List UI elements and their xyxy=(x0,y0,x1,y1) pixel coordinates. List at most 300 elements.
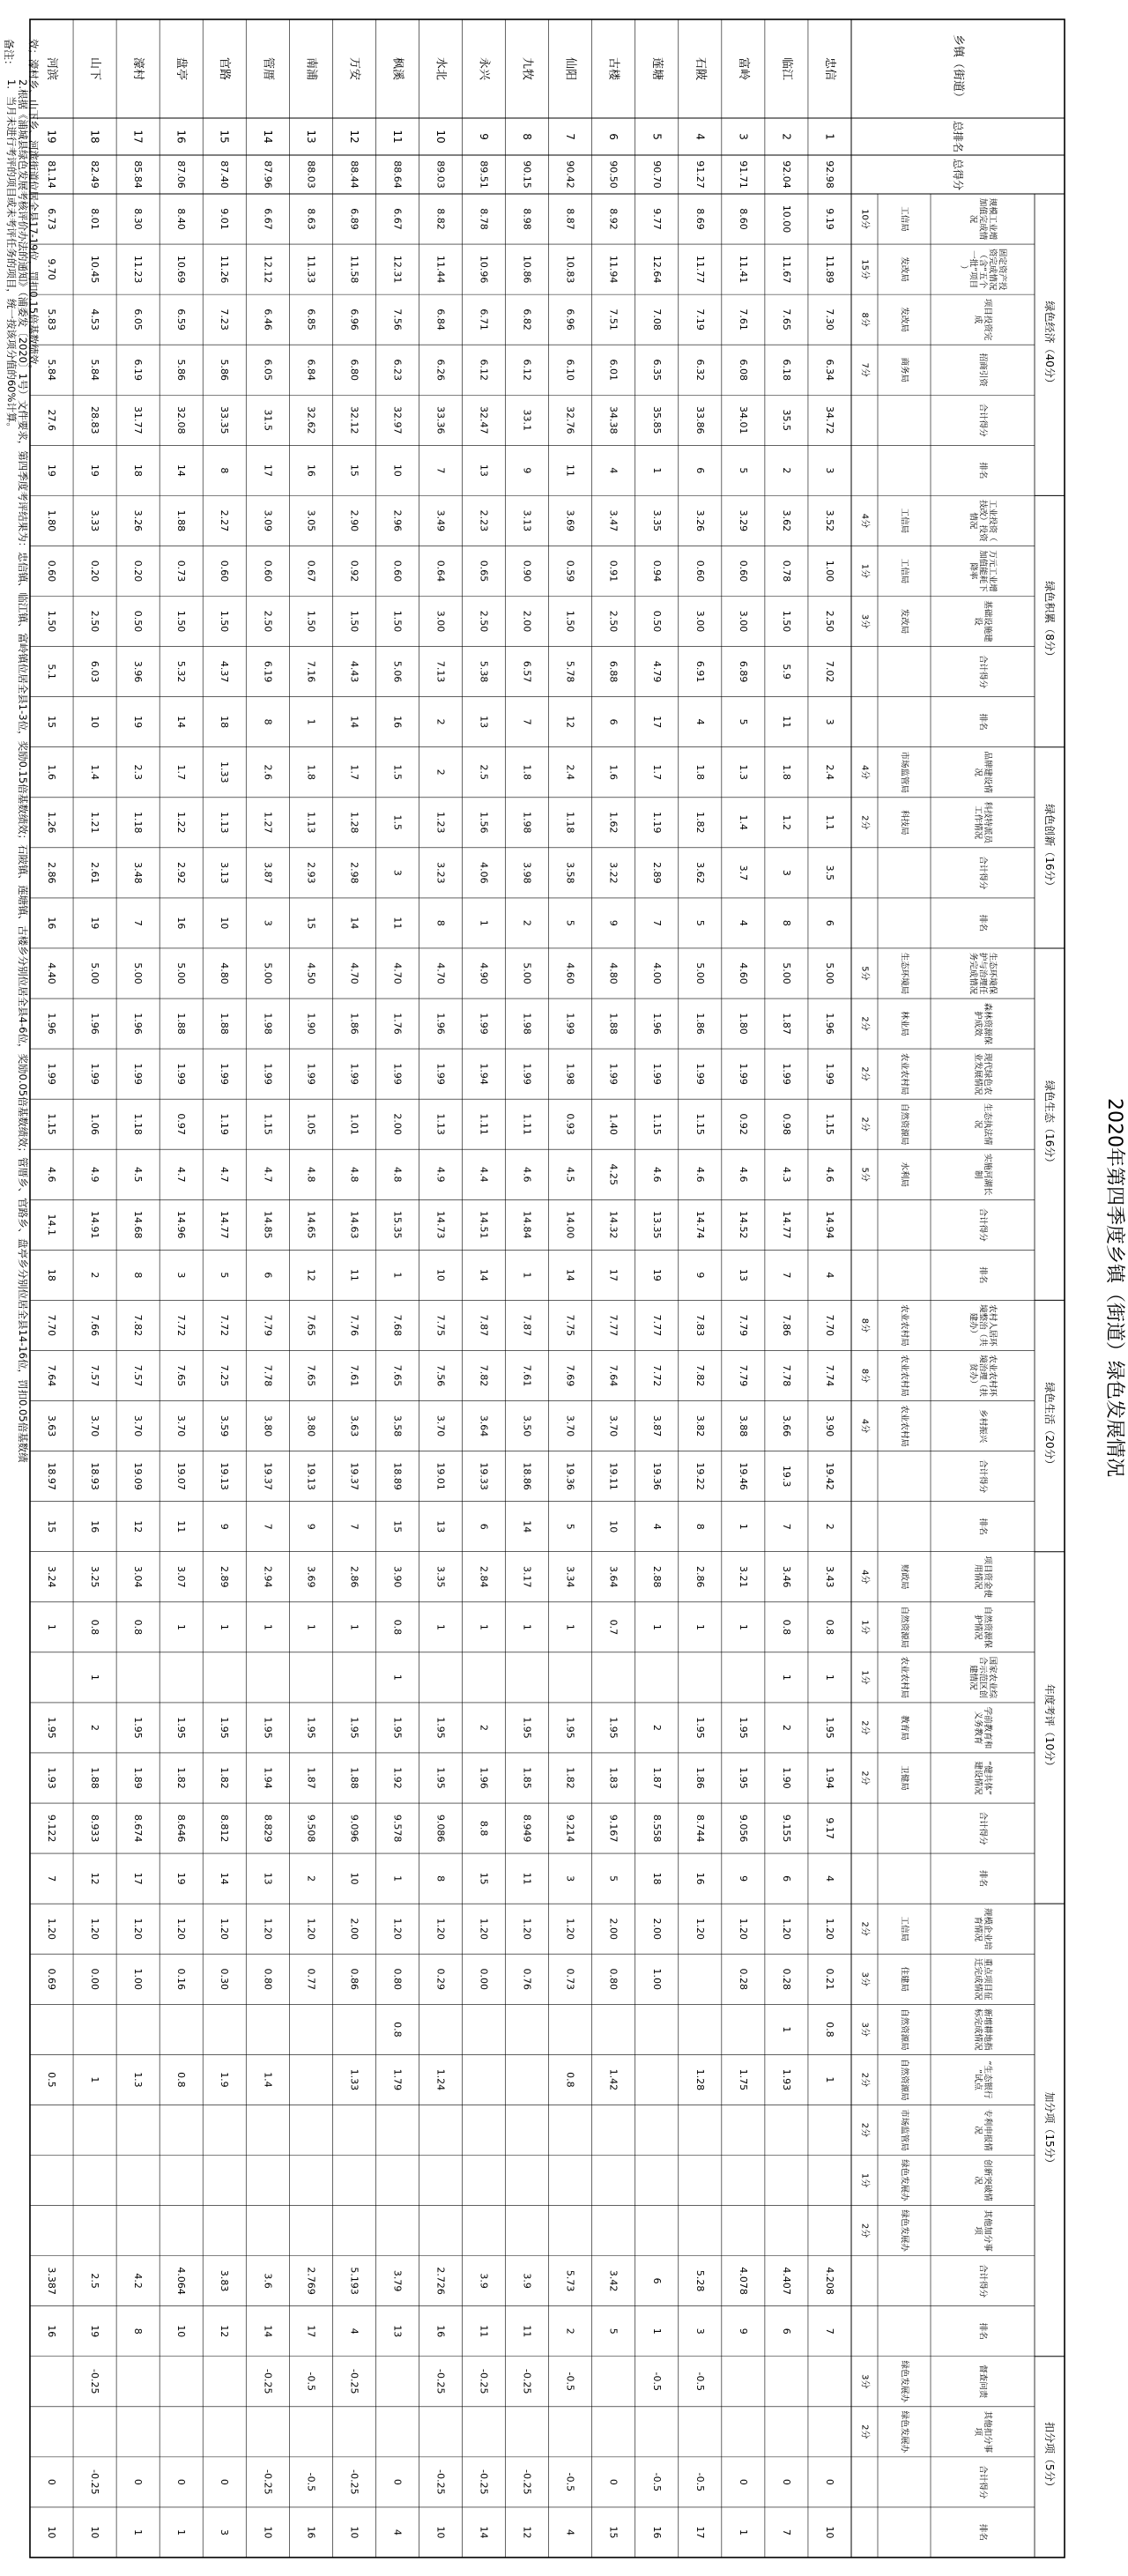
table-cell: 19.36 xyxy=(564,1462,576,1490)
group-header-accumulate: 绿色积累（8分） xyxy=(1043,581,1056,662)
table-cell: 7.65 xyxy=(305,1314,317,1337)
table-cell: 3.80 xyxy=(262,1414,274,1437)
table-cell: 0.73 xyxy=(175,560,188,583)
table-cell: 7.76 xyxy=(348,1314,360,1337)
table-cell: 4.90 xyxy=(478,962,490,984)
table-cell: 8.30 xyxy=(132,208,145,230)
item-header: 况 xyxy=(973,768,983,776)
table-cell: 14.32 xyxy=(607,1211,620,1239)
dept-header: 自然资源局 xyxy=(899,1102,909,1146)
table-cell: 19 xyxy=(650,1268,663,1281)
table-cell: 7.77 xyxy=(607,1314,620,1337)
item-header: 项目资金使 xyxy=(982,1555,992,1599)
table-cell: 3.05 xyxy=(305,509,317,532)
table-cell: 1.20 xyxy=(780,1918,792,1940)
item-header: 其他扣分事 xyxy=(982,2410,992,2454)
table-cell: 6 xyxy=(780,2327,792,2335)
table-cell: 1 xyxy=(391,1674,404,1681)
table-cell: 0.67 xyxy=(305,560,317,583)
table-cell: 5 xyxy=(694,919,706,926)
dept-header: 农业农村局 xyxy=(899,1405,909,1447)
dept-header: 自然资源局 xyxy=(899,1606,909,1649)
table-cell: 9.056 xyxy=(737,1814,749,1843)
table-cell: 4 xyxy=(823,1272,835,1279)
table-cell: 3.22 xyxy=(607,862,620,884)
table-cell: 4.6 xyxy=(521,1166,533,1183)
table-cell: 1.95 xyxy=(175,1717,188,1739)
table-cell: 19.09 xyxy=(132,1462,145,1490)
table-cell: 16 xyxy=(305,2526,317,2539)
table-cell: 1.99 xyxy=(132,1063,145,1085)
item-header: 加值能耗下 xyxy=(977,550,988,592)
table-cell: 10 xyxy=(391,464,404,477)
table-cell: 9.155 xyxy=(780,1814,792,1843)
table-cell: 0.77 xyxy=(305,1968,317,1991)
table-cell: 19 xyxy=(89,917,101,930)
table-cell: 5.32 xyxy=(175,660,188,683)
table-cell: 2 xyxy=(434,718,447,725)
table-cell: 3.59 xyxy=(219,1414,231,1437)
table-cell: 3.62 xyxy=(780,509,792,532)
table-cell: 4.53 xyxy=(89,308,101,330)
table-cell: 16 xyxy=(391,716,404,729)
table-cell: 0.59 xyxy=(564,560,576,583)
row-rank: 18 xyxy=(88,130,101,144)
table-cell: 1.42 xyxy=(607,2068,620,2091)
group-header-life: 绿色生活（20分） xyxy=(1043,1382,1056,1470)
table-cell: 11 xyxy=(521,2325,533,2338)
table-cell: 7 xyxy=(521,718,533,725)
table-cell: 5.84 xyxy=(89,359,101,381)
table-cell: 7 xyxy=(780,1523,792,1530)
table-cell: 3.63 xyxy=(46,1414,58,1437)
table-cell: 8.82 xyxy=(434,208,447,230)
item-header: 生态执法情 xyxy=(982,1102,992,1146)
item-header: 项 xyxy=(973,2427,983,2437)
item-header: 排名 xyxy=(977,1870,988,1888)
table-cell: 1.50 xyxy=(564,610,576,633)
item-header: 招商引资 xyxy=(977,353,988,387)
table-cell: 2.86 xyxy=(348,1566,360,1588)
row-rank: 5 xyxy=(650,133,664,140)
table-cell: 3.7 xyxy=(737,865,749,881)
table-cell: 1 xyxy=(391,1875,404,1882)
table-cell: 4 xyxy=(650,1523,663,1530)
table-cell: 2 xyxy=(780,467,792,474)
table-cell: 3.9 xyxy=(478,2273,490,2289)
table-cell: 19.46 xyxy=(737,1462,749,1490)
points-header: 5分 xyxy=(859,1167,870,1182)
table-cell: 7.70 xyxy=(823,1314,835,1337)
table-cell: 32.76 xyxy=(564,406,576,434)
table-cell: 0 xyxy=(607,2478,620,2485)
table-cell: 9 xyxy=(607,919,620,926)
table-cell: 10 xyxy=(348,2526,360,2539)
table-cell: 4.064 xyxy=(175,2267,188,2295)
table-cell: 0.28 xyxy=(737,1968,749,1991)
dept-header: 发改局 xyxy=(899,307,909,332)
row-total-score: 91.71 xyxy=(737,160,749,189)
table-cell: 3 xyxy=(262,919,274,926)
table-cell: 1.99 xyxy=(434,1063,447,1085)
table-cell: 1.2 xyxy=(780,814,792,831)
row-rank: 9 xyxy=(478,133,491,140)
table-cell: 7.69 xyxy=(564,1364,576,1387)
table-cell: 33.1 xyxy=(521,409,533,432)
table-cell: 1 xyxy=(694,1623,706,1630)
points-header: 4分 xyxy=(859,765,870,780)
table-cell: 1.99 xyxy=(348,1063,360,1085)
table-cell: 3.387 xyxy=(46,2267,58,2295)
table-cell: -0.25 xyxy=(478,2369,490,2394)
table-cell: 1.15 xyxy=(694,1113,706,1135)
table-cell: -0.25 xyxy=(348,2469,360,2495)
table-cell: 2.88 xyxy=(650,1566,663,1588)
table-cell: 1.99 xyxy=(823,1063,835,1085)
table-cell: 7.78 xyxy=(780,1364,792,1387)
table-cell: 1.22 xyxy=(175,812,188,834)
item-header: 技改）投资 xyxy=(977,500,988,542)
table-cell: 1.99 xyxy=(305,1063,317,1085)
table-cell: 0.60 xyxy=(391,560,404,583)
table-cell: 8.812 xyxy=(219,1814,231,1843)
table-cell: 4.8 xyxy=(348,1166,360,1183)
table-cell: 7.30 xyxy=(823,308,835,330)
table-cell: 1.99 xyxy=(694,1063,706,1085)
table-cell: 19.01 xyxy=(434,1462,447,1490)
table-cell: 0.60 xyxy=(737,560,749,583)
table-cell: 10.83 xyxy=(564,255,576,284)
table-cell: 18 xyxy=(46,1268,58,1281)
table-cell: 15 xyxy=(46,1520,58,1533)
table-cell: 14.74 xyxy=(694,1211,706,1239)
table-cell: 7 xyxy=(780,1272,792,1279)
table-cell: 4.70 xyxy=(348,962,360,984)
table-cell: 6.89 xyxy=(348,208,360,230)
table-cell: 7.23 xyxy=(219,308,231,330)
table-cell: 14 xyxy=(564,1268,576,1281)
table-cell: 0.00 xyxy=(89,1968,101,1991)
table-cell: 4.7 xyxy=(262,1166,274,1183)
table-cell: -0.25 xyxy=(521,2369,533,2394)
item-header: 自然资源保 xyxy=(982,1606,992,1649)
table-cell: 0.76 xyxy=(521,1968,533,1991)
table-cell: 1.28 xyxy=(348,812,360,834)
table-cell: 1.88 xyxy=(219,1013,231,1035)
table-cell: 2 xyxy=(478,1724,490,1731)
table-cell: -0.5 xyxy=(305,2472,317,2492)
table-cell: 1.18 xyxy=(564,812,576,834)
table-cell: 7 xyxy=(132,919,145,926)
points-header: 2分 xyxy=(859,2223,870,2238)
table-cell: 3.6 xyxy=(262,2273,274,2289)
table-cell: 1 xyxy=(46,1623,58,1630)
table-cell: 11.89 xyxy=(823,255,835,284)
table-cell: 15 xyxy=(46,716,58,729)
table-cell: 1.75 xyxy=(737,2068,749,2091)
table-cell: 4 xyxy=(607,467,620,474)
item-header: 业发展情况 xyxy=(973,1052,983,1095)
table-cell: 6.88 xyxy=(607,660,620,683)
table-cell: 1.96 xyxy=(46,1013,58,1035)
item-header: 基础设施建 xyxy=(982,600,992,642)
item-header: 制 xyxy=(973,1169,983,1179)
table-cell: -0.25 xyxy=(478,2469,490,2495)
points-header: 8分 xyxy=(859,1368,870,1384)
points-header: 3分 xyxy=(859,2374,870,2389)
table-cell: 1.88 xyxy=(607,1013,620,1035)
table-cell: 1.20 xyxy=(391,1918,404,1940)
table-cell: 3.07 xyxy=(175,1566,188,1588)
table-cell: 14 xyxy=(348,716,360,729)
table-cell: 1.80 xyxy=(737,1013,749,1035)
table-cell: 4.5 xyxy=(564,1166,576,1183)
table-cell: 0.00 xyxy=(478,1968,490,1991)
table-cell: 0 xyxy=(391,2478,404,2485)
table-cell: 1.33 xyxy=(348,2068,360,2091)
table-cell: 6.34 xyxy=(823,359,835,381)
table-cell: 3.17 xyxy=(521,1566,533,1588)
item-header: 合计得分 xyxy=(977,655,988,689)
item-header: 排名 xyxy=(977,1266,988,1284)
points-header: 2分 xyxy=(859,1066,870,1081)
table-cell: 1.85 xyxy=(521,1767,533,1789)
row-total-score: 82.49 xyxy=(89,160,101,189)
table-cell: 31.77 xyxy=(132,406,145,434)
item-header: 建设情况 xyxy=(973,1761,983,1795)
row-total-score: 81.14 xyxy=(46,160,58,189)
item-header: 规模企业培 xyxy=(982,1907,992,1950)
table-cell: 2.00 xyxy=(391,1113,404,1135)
table-cell: 32.47 xyxy=(478,406,490,434)
points-header: 5分 xyxy=(859,966,870,981)
table-cell: 4.40 xyxy=(46,962,58,984)
table-cell: 1.98 xyxy=(262,1013,274,1035)
table-cell: 1 xyxy=(132,2528,145,2535)
table-cell: 3.87 xyxy=(650,1414,663,1437)
table-cell: 10 xyxy=(219,917,231,930)
group-header-deduct: 扣分项（5分） xyxy=(1043,2422,1056,2492)
table-cell: 4.60 xyxy=(737,962,749,984)
header-town: 乡镇（街道） xyxy=(951,33,965,104)
row-total-score: 90.42 xyxy=(564,160,576,189)
item-header: 境治理（扶 xyxy=(977,1355,988,1397)
table-cell: 1 xyxy=(175,1623,188,1630)
table-cell: 4.8 xyxy=(391,1166,404,1183)
table-cell: 4.7 xyxy=(175,1166,188,1183)
table-cell: 1.99 xyxy=(521,1063,533,1085)
table-cell: 1.95 xyxy=(737,1767,749,1789)
table-cell: 9.086 xyxy=(434,1814,447,1843)
table-cell: 7.78 xyxy=(262,1364,274,1387)
row-rank: 8 xyxy=(521,133,534,140)
table-cell: 8.558 xyxy=(650,1814,663,1843)
table-cell: 0.20 xyxy=(132,560,145,583)
table-cell: 0 xyxy=(219,2478,231,2485)
table-cell: 0.73 xyxy=(564,1968,576,1991)
table-cell: 0.21 xyxy=(823,1968,835,1991)
table-cell: 1.95 xyxy=(132,1717,145,1739)
item-header: 贫办） xyxy=(968,1362,978,1389)
dept-header: 生态环境局 xyxy=(899,952,909,995)
table-cell: 16 xyxy=(46,2325,58,2338)
table-cell: 0.92 xyxy=(348,560,360,583)
notes-line-3: 效；濠村乡、山下乡、河滨街道位居全县17-19位，罚扣0.15倍基数绩效。 xyxy=(27,39,40,375)
table-cell: 1.50 xyxy=(780,610,792,633)
dept-header: 绿色发展办 xyxy=(899,2159,909,2201)
table-cell: 1 xyxy=(305,1623,317,1630)
table-cell: 7.13 xyxy=(434,660,447,683)
table-cell: 1.87 xyxy=(650,1767,663,1789)
table-cell: 13 xyxy=(737,1268,749,1281)
table-cell: 7.72 xyxy=(650,1364,663,1387)
table-cell: 7.79 xyxy=(262,1314,274,1337)
table-cell: 3.69 xyxy=(564,509,576,532)
table-cell: 3 xyxy=(219,2528,231,2535)
table-cell: 4.06 xyxy=(478,862,490,884)
item-header: 项目投资完 xyxy=(982,298,992,341)
table-cell: 17 xyxy=(607,1268,620,1281)
row-rank: 3 xyxy=(737,133,750,140)
table-cell: 8.98 xyxy=(521,208,533,230)
table-cell: 1 xyxy=(348,1623,360,1630)
points-header: 2分 xyxy=(859,1720,870,1735)
item-header: 重点项目征 xyxy=(982,1958,992,2001)
table-cell: -0.25 xyxy=(89,2469,101,2495)
points-header: 2分 xyxy=(859,1117,870,1132)
table-cell: 1.23 xyxy=(434,812,447,834)
table-cell: 1 xyxy=(564,1623,576,1630)
table-cell: 1.76 xyxy=(391,1013,404,1035)
table-cell: 32.12 xyxy=(348,406,360,434)
table-cells xyxy=(45,34,1057,2541)
table-cell: 1.6 xyxy=(607,764,620,780)
row-town-2: 富岭 xyxy=(736,56,750,81)
item-header: 农村人居环 xyxy=(987,1304,998,1347)
table-cell: 9.167 xyxy=(607,1814,620,1843)
table-cell: 14 xyxy=(478,2526,490,2539)
table-cell: 9 xyxy=(737,1875,749,1882)
table-cell: 3.49 xyxy=(434,509,447,532)
table-cell: 6.32 xyxy=(694,359,706,381)
table-cell: 1.20 xyxy=(132,1918,145,1940)
table-cell: 1.95 xyxy=(219,1717,231,1739)
item-header: 情况 xyxy=(968,512,978,530)
table-cell: 15 xyxy=(478,1872,490,1885)
table-cell: 1 xyxy=(650,467,663,474)
table-cell: 8.949 xyxy=(521,1814,533,1843)
item-header: 建办） xyxy=(968,1312,978,1339)
table-cell: 34.01 xyxy=(737,406,749,434)
table-cell: 1.13 xyxy=(434,1113,447,1135)
table-cell: 1 xyxy=(823,1674,835,1681)
dept-header: 农业农村局 xyxy=(899,1052,909,1095)
table-cell: 1 xyxy=(478,919,490,926)
table-cell: 3.35 xyxy=(650,509,663,532)
table-cell: 4.6 xyxy=(823,1166,835,1183)
item-header: 排名 xyxy=(977,2523,988,2541)
table-cell: 0.97 xyxy=(175,1113,188,1135)
table-cell: 2.6 xyxy=(262,764,274,780)
table-cell: 6.10 xyxy=(564,359,576,381)
table-cell: 4.50 xyxy=(305,962,317,984)
table-cell: -0.5 xyxy=(564,2372,576,2392)
item-header: 国家农业综 xyxy=(987,1656,998,1699)
table-cell: 6.57 xyxy=(521,660,533,683)
table-cell: 3.83 xyxy=(219,2269,231,2292)
table-cell: 3 xyxy=(564,1875,576,1882)
table-cell: 13 xyxy=(434,1520,447,1533)
table-cell: 1.8 xyxy=(694,764,706,780)
table-cell: 5 xyxy=(737,467,749,474)
table-cell: 1.20 xyxy=(89,1918,101,1940)
group-header-innovation: 绿色创新（16分） xyxy=(1043,804,1056,892)
item-header: 设 xyxy=(973,617,983,626)
table-cell: 2.3 xyxy=(132,764,145,780)
table-cell: 12 xyxy=(132,1520,145,1533)
table-cell: 0.94 xyxy=(650,560,663,583)
table-cell: 6.12 xyxy=(478,359,490,381)
table-cell: 3.52 xyxy=(823,509,835,532)
table-cell: 1.95 xyxy=(607,1717,620,1739)
table-cell: 4 xyxy=(694,718,706,725)
table-cell: 3.70 xyxy=(434,1414,447,1437)
row-town-1: 临江 xyxy=(779,56,793,81)
table-cell: 2.5 xyxy=(89,2273,101,2289)
item-header: 其他加分事 xyxy=(982,2209,992,2252)
table-cell: 3.90 xyxy=(391,1566,404,1588)
table-cell: 10 xyxy=(89,716,101,729)
table-cell: 27.6 xyxy=(46,409,58,432)
dept-header: 绿色发展办 xyxy=(899,2360,909,2403)
table-cell: 11.41 xyxy=(737,255,749,284)
table-cell: 1.92 xyxy=(391,1767,404,1789)
table-cell: 0.90 xyxy=(521,560,533,583)
table-cell: 9.096 xyxy=(348,1814,360,1843)
item-header: 况 xyxy=(973,1119,983,1129)
table-cell: 19 xyxy=(89,2325,101,2338)
table-cell: 0.64 xyxy=(434,560,447,583)
dept-header: 自然资源局 xyxy=(899,2008,909,2051)
table-cell: 4 xyxy=(391,2528,404,2535)
table-cell: 8 xyxy=(434,919,447,926)
table-cell: 1.40 xyxy=(607,1113,620,1135)
table-cell: 3.50 xyxy=(521,1414,533,1437)
table-cell: 9 xyxy=(521,467,533,474)
table-cell: 1.20 xyxy=(175,1918,188,1940)
table-cell: 1.87 xyxy=(780,1013,792,1035)
table-cell: 3.00 xyxy=(434,610,447,633)
table-cell: 1.18 xyxy=(132,812,145,834)
table-cell: 7.79 xyxy=(737,1314,749,1337)
table-cell: 1.20 xyxy=(305,1918,317,1940)
table-cell: 3.62 xyxy=(694,862,706,884)
item-header: 科技特派员 xyxy=(982,801,992,844)
points-header: 2分 xyxy=(859,1016,870,1031)
row-town-6: 仙阳 xyxy=(563,56,577,81)
table-cell: 19.07 xyxy=(175,1462,188,1490)
table-cell: 34.72 xyxy=(823,406,835,434)
table-cell: 2.00 xyxy=(650,1918,663,1940)
points-header: 2分 xyxy=(859,2072,870,2088)
table-cell: 7.56 xyxy=(391,308,404,330)
table-cell: 1.8 xyxy=(521,764,533,780)
points-header: 7分 xyxy=(859,362,870,377)
table-cell: 1.99 xyxy=(478,1013,490,1035)
table-cell: 7 xyxy=(434,467,447,474)
row-rank: 16 xyxy=(174,130,188,144)
item-header: 品牌建设情 xyxy=(982,751,992,793)
